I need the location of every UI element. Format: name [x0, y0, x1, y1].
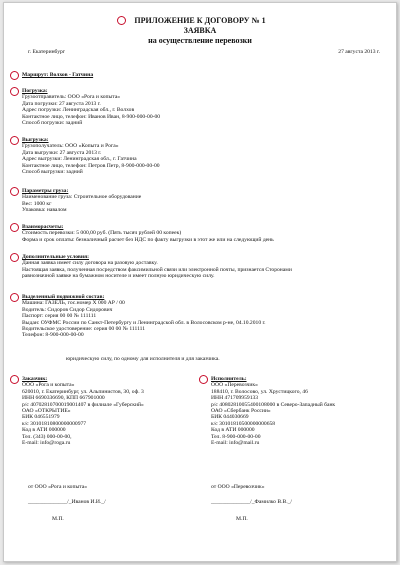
vehicle-section [22, 294, 266, 339]
unloading-line: Грузополучатель: ООО «Копыта и Рога» [22, 143, 119, 150]
contractor-line: р/с 40802810055400108000 в Северо-Западный банк [211, 401, 336, 408]
customer-line: Код в АТИ 000000 [22, 427, 66, 434]
customer-line: 620010, г. Екатеринбург, ул. Альпинистов, 30, оф. 3 [22, 388, 144, 395]
loading-line: Адрес погрузки: Ленинградская обл., г. Волхов [22, 107, 135, 114]
contractor-line: ИНН 471709959133 [211, 395, 259, 402]
copies-note: юридическую силу, по одному для исполнителя и для заказчика. [66, 356, 220, 362]
customer-line: ОАО «ОТКРЫТИЕ» [22, 408, 71, 415]
unloading-line: Способ выгрузки: задний [22, 169, 83, 176]
marker-circle-icon [10, 87, 19, 96]
vehicle-line: Выдан: ОУФМС России по Санкт-Петербургу и Ленинградской обл. в Волосовском р-не, 04.10.2010 г. [22, 319, 266, 326]
customer-line: Тел. (343) 000-00-00, [22, 433, 72, 440]
cargo-line: Вес: 1000 кг [22, 200, 52, 207]
customer-heading: Заказчик: [22, 376, 48, 382]
settlement-line: Стоимость перевозки: 5 000,00 руб. (Пять тысяч рублей 00 копеек) [22, 230, 182, 237]
marker-circle-icon [10, 253, 19, 262]
customer-line: к/с 30101810800000000977 [22, 420, 87, 427]
marker-circle-icon [199, 375, 208, 384]
contractor-signature-line: ______________/_Фамилко В.В._/ [211, 499, 292, 505]
contractor-line: 188410, г. Волосово, ул. Хрустицкого, 46 [211, 388, 308, 395]
customer-org-signature: от ООО «Рога и копыта» [28, 484, 87, 490]
vehicle-line: Паспорт: серия 00 00 № 111111 [22, 313, 97, 320]
contractor-heading: Исполнитель: [211, 376, 247, 382]
conditions-heading: Дополнительные условия: [22, 254, 90, 260]
loading-heading: Погрузка: [22, 88, 48, 94]
customer-block [22, 376, 144, 446]
contractor-org-signature: от ООО «Перевозчик» [211, 484, 265, 490]
vehicle-line: Водительское удостоверение: серия 00 00 № 111111 [22, 326, 146, 333]
loading-line: Дата погрузки: 27 августа 2013 г. [22, 100, 101, 107]
conditions-section [22, 254, 292, 280]
marker-circle-icon [10, 136, 19, 145]
unloading-heading: Выгрузка: [22, 137, 49, 143]
customer-stamp: М.П. [52, 516, 64, 522]
cargo-line: Наименование груза: Строительное оборудование [22, 194, 142, 201]
vehicle-line: Машина: ГАЗЕЛЬ, гос.номер Х 000 АР / 00 [22, 300, 125, 307]
customer-line: ООО «Рога и копыта» [22, 382, 75, 389]
unloading-line: Дата выгрузки: 27 августа 2013 г. [22, 149, 102, 156]
contractor-line: ОАО «Сбербанк России» [211, 408, 271, 415]
contractor-stamp: М.П. [236, 516, 248, 522]
contractor-line: Код в АТИ 000000 [211, 427, 255, 434]
document-title: ПРИЛОЖЕНИЕ К ДОГОВОРУ № 1 [134, 16, 266, 25]
contractor-line: к/с 30101810500000000658 [211, 420, 276, 427]
cargo-section [22, 188, 141, 214]
loading-line: Способ погрузки: задний [22, 120, 83, 127]
contractor-line: E-mail: info@mail.ru [211, 440, 260, 447]
loading-line: Контактное лицо, телефон: Иванов Иван, 8-900-000-00-00 [22, 113, 161, 120]
settlement-line: Форма и срок оплаты: безналичный расчет без НДС по факту выгрузки в этот же или на следующий день [22, 236, 274, 243]
document-subtitle-2: на осуществление перевозки [148, 36, 252, 45]
unloading-line: Контактное лицо, телефон: Петров Петр, 8-900-000-00-00 [22, 162, 160, 169]
unloading-section [22, 137, 160, 175]
city: г. Екатеринбург [28, 49, 66, 55]
settlement-section [22, 224, 274, 243]
conditions-line: Данная заявка имеет силу договора на разовую доставку. [22, 260, 158, 267]
conditions-line: Настоящая заявка, полученная посредством факсимильной связи или электронной почты, признается Сторонами [22, 266, 292, 273]
vehicle-heading: Выделенный подвижной состав: [22, 294, 105, 300]
vehicle-line: Водитель: Сидоров Сидор Сидорович [22, 306, 113, 313]
marker-circle-icon [10, 71, 19, 80]
settlement-heading: Взаиморасчеты: [22, 224, 64, 230]
document-subtitle: ЗАЯВКА [183, 26, 217, 35]
customer-line: БИК 046551979 [22, 414, 60, 421]
contractor-block [211, 376, 335, 446]
marker-circle-icon [10, 375, 19, 384]
conditions-line: равнозначной заявке на бумажном носителе и имеет полную юридическую силу. [22, 273, 215, 280]
marker-circle-icon [10, 293, 19, 302]
document-date: 27 августа 2013 г. [338, 49, 380, 55]
vehicle-line: Телефон: 8-900-000-00-00 [22, 332, 84, 339]
customer-signature-line: ______________/_Иванов И.И._/ [28, 499, 106, 505]
contractor-line: БИК 044030669 [211, 414, 249, 421]
customer-line: р/с 40702810700019001407 в филиале «Губерский» [22, 401, 144, 408]
contractor-line: Тел. 8-900-000-00-00 [211, 433, 261, 440]
unloading-line: Адрес выгрузки: Ленинградская обл., г. Гатчина [22, 156, 137, 163]
loading-line: Грузоотправитель: ООО «Рога и копыта» [22, 94, 121, 101]
contractor-line: ООО «Перевозчик» [211, 382, 258, 389]
cargo-heading: Параметры груза: [22, 188, 69, 194]
loading-section [22, 88, 160, 126]
customer-line: ИНН 6690336690, КПП 667901000 [22, 395, 105, 402]
marker-circle-icon [10, 223, 19, 232]
route-line: Маршрут: Волхов - Гатчина [22, 72, 94, 78]
cargo-line: Упаковка: навалом [22, 207, 67, 214]
marker-circle-icon [10, 187, 19, 196]
document-page [3, 2, 397, 562]
customer-line: E-mail: info@roga.ru [22, 440, 71, 447]
